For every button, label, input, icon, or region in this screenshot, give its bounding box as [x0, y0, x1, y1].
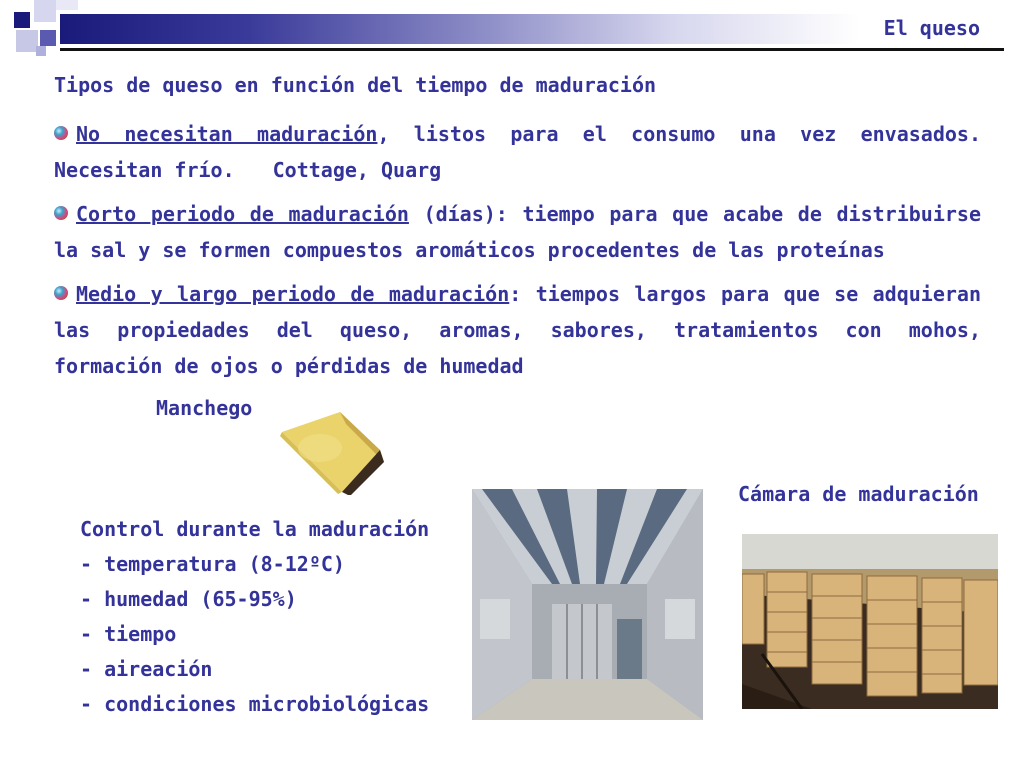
header-gradient-bar: [60, 14, 1000, 44]
bullet-no-maduracion: [54, 116, 981, 188]
slide-title: El queso: [883, 16, 980, 40]
bullet-example: Cottage, Quarg: [272, 158, 442, 182]
header-rule: [60, 48, 1004, 51]
section-subtitle: Tipos de queso en función del tiempo de maduración: [54, 73, 657, 97]
bullet-term: Medio y largo periodo de maduración: [76, 282, 510, 306]
bullet-text: (días): tiempo para que acabe de distribuirse la sal y se formen compuestos aromáticos procedentes de las proteínas: [54, 202, 982, 262]
bullet-corto-periodo: [54, 196, 981, 268]
bullet-icon: [54, 206, 68, 220]
control-list: [80, 512, 429, 722]
control-item: - humedad (65-95%): [80, 587, 297, 611]
cheese-wedge-image: [280, 410, 390, 495]
cheese-storage-photo: [742, 534, 998, 709]
bullet-text: : tiempos largos para que se adquieran las propiedades del queso, aromas, sabores, tratamientos con mohos, formación de ojos o pérdidas de humedad: [54, 282, 982, 378]
bullet-term: Corto periodo de maduración: [76, 202, 409, 226]
bullet-medio-largo-periodo: [54, 276, 981, 384]
bullet-icon: [54, 286, 68, 300]
control-item: - condiciones microbiológicas: [80, 692, 430, 716]
camara-label: Cámara de maduración: [738, 482, 979, 506]
bullet-term: No necesitan maduración: [76, 122, 378, 146]
manchego-label: Manchego: [156, 396, 253, 420]
control-title: Control durante la maduración: [80, 517, 430, 541]
ripening-chamber-photo: [472, 489, 703, 720]
bullet-list: [54, 116, 981, 392]
bullet-icon: [54, 126, 68, 140]
bullet-text: , listos para el consumo una vez envasados. Necesitan frío.: [54, 122, 981, 182]
control-item: - tiempo: [80, 622, 177, 646]
control-item: - aireación: [80, 657, 213, 681]
control-item: - temperatura (8-12ºC): [80, 552, 345, 576]
